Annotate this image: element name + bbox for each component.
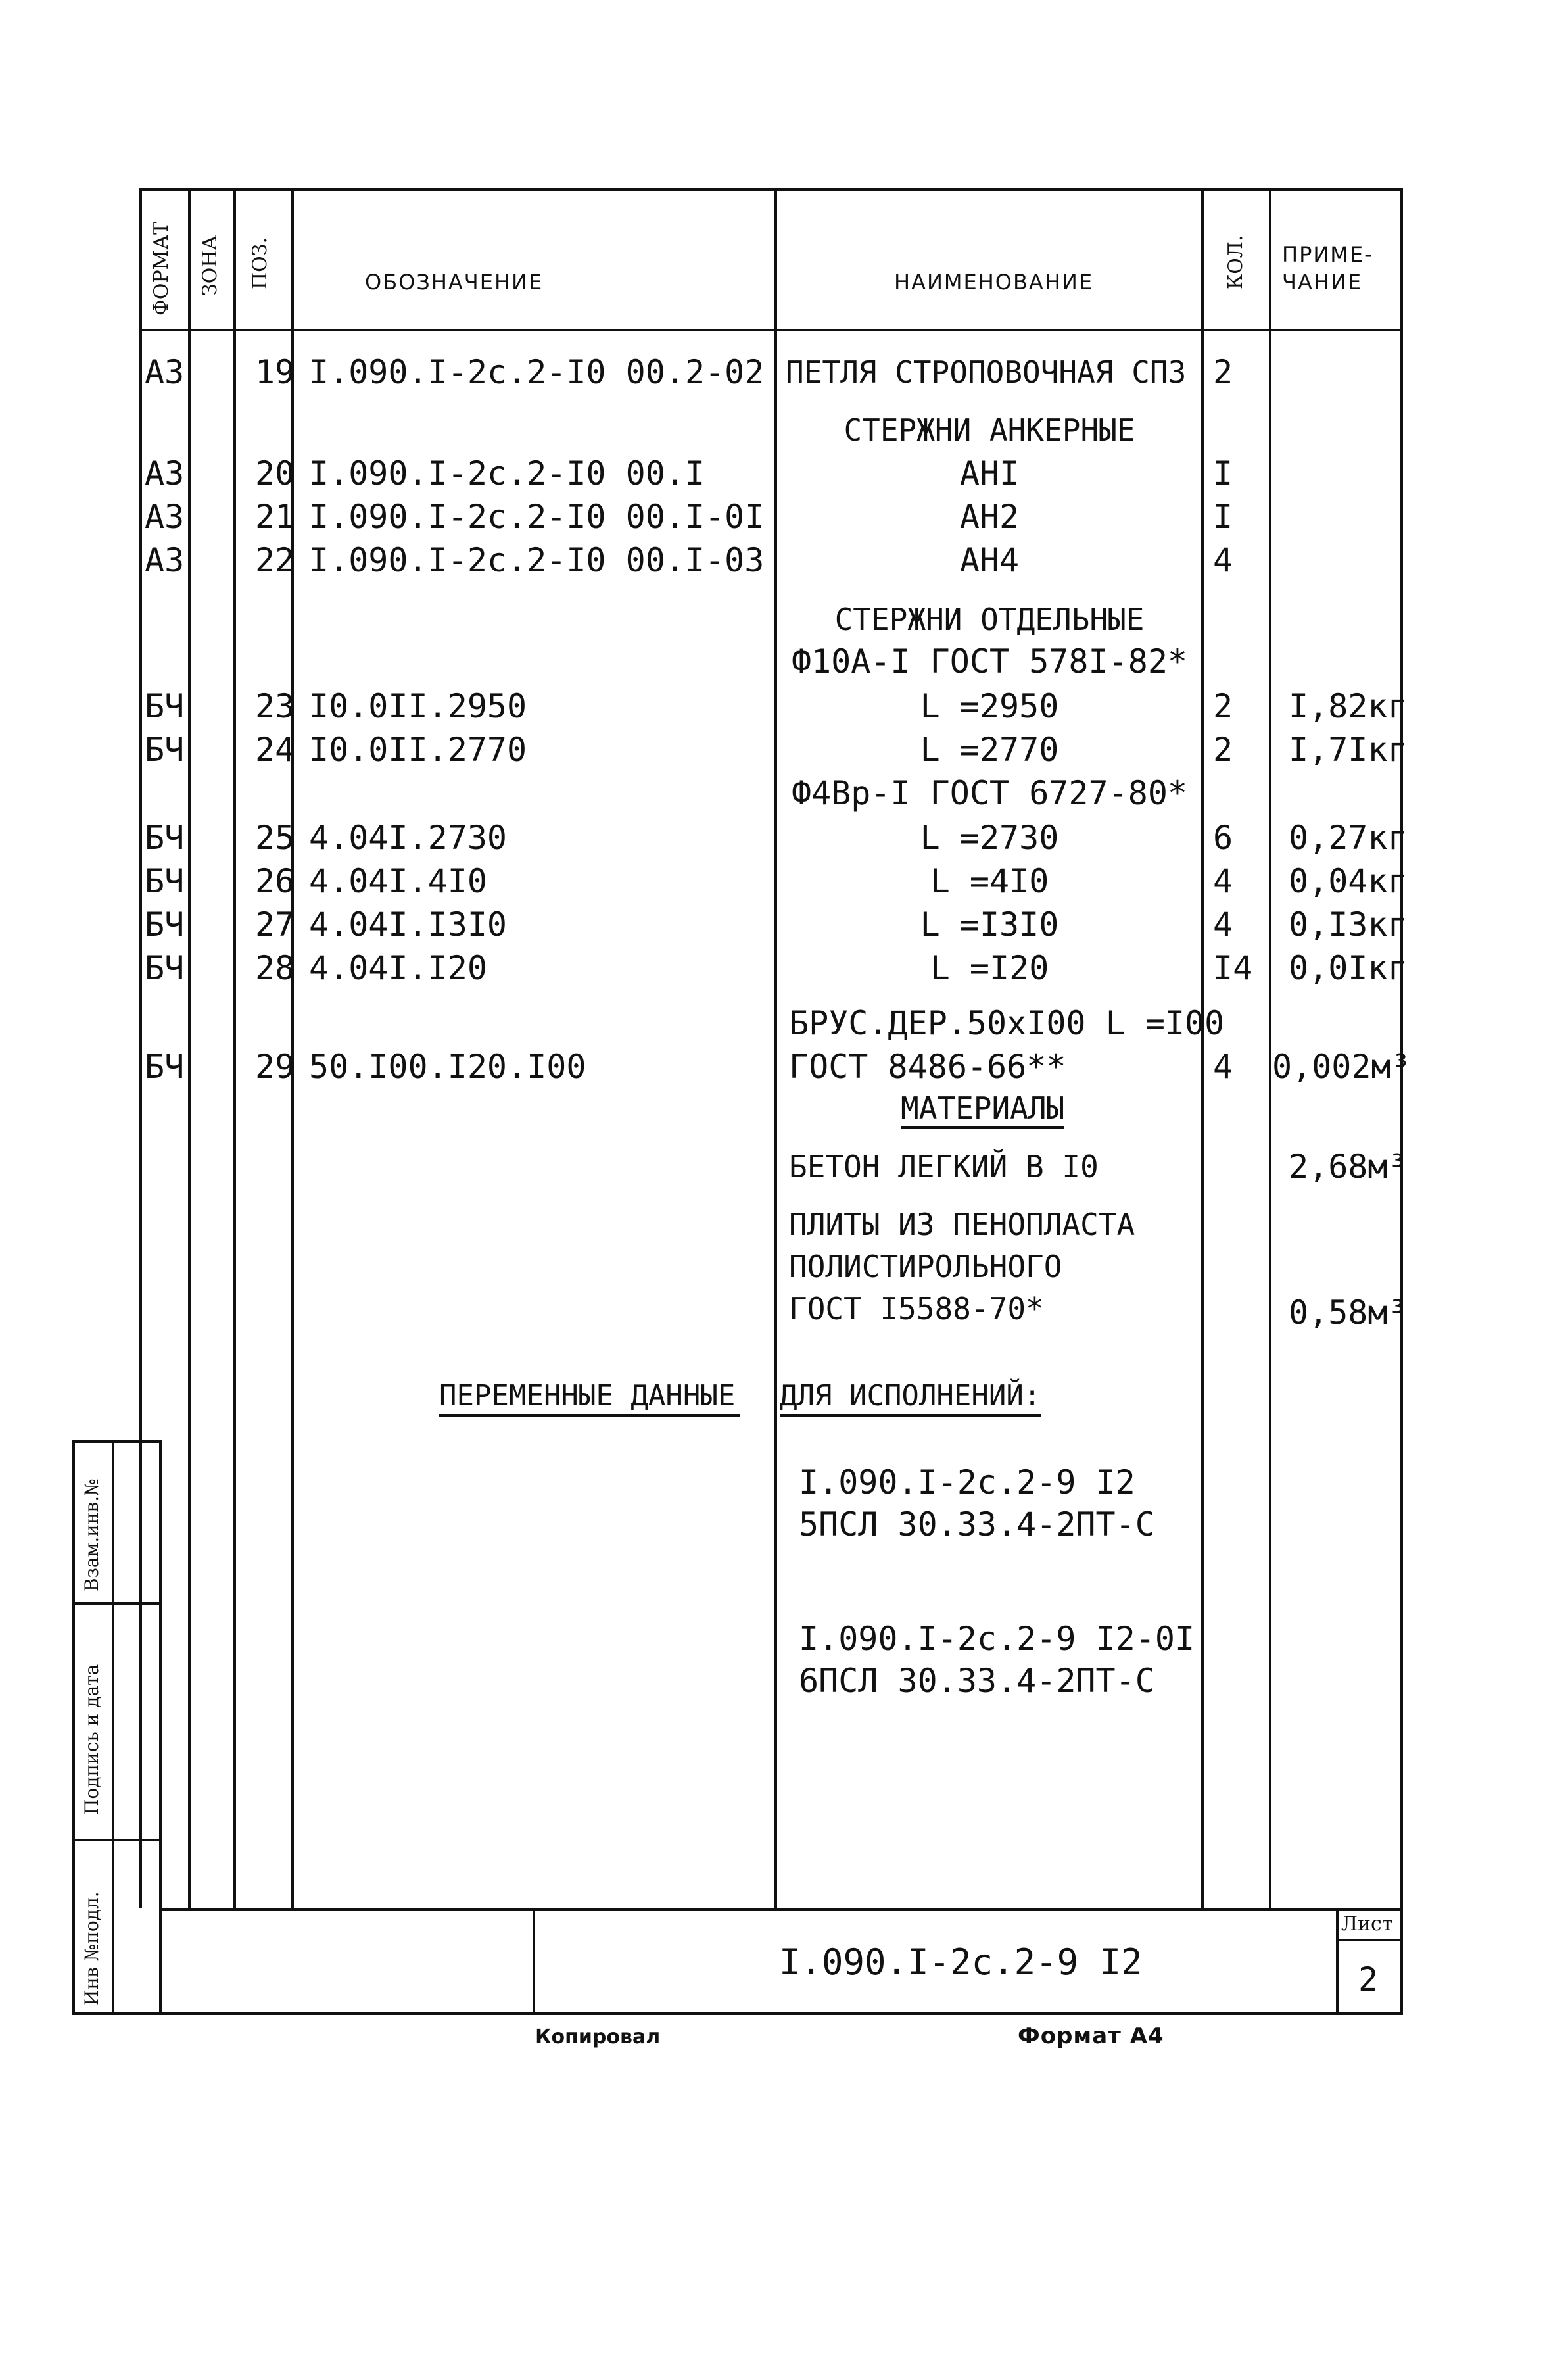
row-25-note: 0,27кг (1289, 819, 1408, 857)
row-19-pos: 19 (255, 353, 295, 391)
row-27-pos: 27 (255, 906, 295, 944)
row-22-designation: I.090.I-2с.2-I0 00.I-03 (309, 541, 765, 579)
row-28-name: L =I20 (930, 949, 1049, 987)
anchor-rods-heading: СТЕРЖНИ АНКЕРНЫЕ (843, 412, 1135, 448)
side-left-line (72, 1440, 75, 2014)
row-29-designation: 50.I00.I20.I00 (309, 1048, 586, 1086)
rebar-gost-1: Ф10А-I ГОСТ 578I-82* (791, 643, 1188, 681)
materials-plates-3: ГОСТ I5588-70* (789, 1291, 1044, 1326)
stamp-top-line (159, 1908, 1403, 1911)
row-21-qty: I (1213, 498, 1233, 536)
row-27-qty: 4 (1213, 906, 1233, 944)
side-div-2 (72, 1839, 162, 1841)
materials-concrete-note: 2,68м³ (1289, 1148, 1408, 1186)
side-vzam-inv: Взам.инв.№ (81, 1478, 103, 1591)
row-23-qty: 2 (1213, 687, 1233, 725)
header-note-2: ЧАНИЕ (1282, 270, 1363, 295)
row-24-qty: 2 (1213, 731, 1233, 769)
row-25-format: БЧ (145, 819, 185, 857)
stamp-bottom-line (72, 2012, 1403, 2015)
row-28-qty: I4 (1213, 949, 1253, 987)
col-line-left (139, 188, 142, 1908)
row-25-designation: 4.04I.2730 (309, 819, 508, 857)
variant-1-code: I.090.I-2с.2-9 I2 (799, 1463, 1135, 1501)
row-27-designation: 4.04I.I3I0 (309, 906, 508, 944)
variable-heading-right: ДЛЯ ИСПОЛНЕНИЙ: (780, 1378, 1041, 1417)
row-21-designation: I.090.I-2с.2-I0 00.I-0I (309, 498, 765, 536)
row-28-pos: 28 (255, 949, 295, 987)
row-27-format: БЧ (145, 906, 185, 944)
row-19-name: ПЕТЛЯ СТРОПОВОЧНАЯ СП3 (786, 354, 1187, 390)
row-27-name: L =I3I0 (920, 906, 1059, 944)
row-25-qty: 6 (1213, 819, 1233, 857)
row-29-qty: 4 (1213, 1048, 1233, 1086)
header-pos: ПОЗ. (249, 237, 272, 289)
timber-bar-name: БРУС.ДЕР.50хI00 L =I00 (789, 1004, 1225, 1042)
header-bottom-line (139, 329, 1403, 331)
row-23-format: БЧ (145, 687, 185, 725)
row-20-format: А3 (145, 454, 185, 493)
side-mid-line (112, 1440, 114, 2014)
row-23-name: L =2950 (920, 687, 1059, 725)
side-top-line (72, 1440, 162, 1443)
row-24-name: L =2770 (920, 731, 1059, 769)
variable-heading-left: ПЕРЕМЕННЫЕ ДАННЫЕ (439, 1378, 740, 1417)
variant-1-product: 5ПСЛ 30.33.4-2ПТ-С (799, 1505, 1155, 1543)
footer-copied: Копировал (535, 2026, 661, 2049)
row-21-format: А3 (145, 498, 185, 536)
row-21-pos: 21 (255, 498, 295, 536)
row-29-name: ГОСТ 8486-66** (789, 1048, 1066, 1086)
variant-2-code: I.090.I-2с.2-9 I2-0I (799, 1620, 1195, 1658)
materials-plates-2: ПОЛИСТИРОЛЬНОГО (789, 1249, 1062, 1284)
materials-heading: МАТЕРИАЛЫ (901, 1090, 1064, 1129)
row-19-qty: 2 (1213, 353, 1233, 391)
materials-concrete: БЕТОН ЛЕГКИЙ В I0 (789, 1149, 1099, 1184)
row-23-note: I,82кг (1289, 687, 1408, 725)
row-26-name: L =4I0 (930, 862, 1049, 900)
stamp-sheet-number: 2 (1358, 1960, 1379, 1999)
row-24-note: I,7Iкг (1289, 731, 1408, 769)
row-19-designation: I.090.I-2с.2-I0 00.2-02 (309, 353, 765, 391)
header-qty: КОЛ. (1224, 235, 1247, 289)
header-designation: ОБОЗНАЧЕНИЕ (365, 270, 544, 295)
side-inv-podl: Инв №подл. (81, 1891, 103, 2006)
col-line-pos (233, 188, 236, 1908)
col-line-qty (1201, 188, 1204, 1908)
row-21-name: АН2 (959, 498, 1020, 536)
row-29-note: 0,002м³ (1272, 1048, 1411, 1086)
header-zone: ЗОНА (199, 235, 222, 296)
header-name: НАИМЕНОВАНИЕ (894, 270, 1094, 295)
separate-rods-heading: СТЕРЖНИ ОТДЕЛЬНЫЕ (834, 602, 1145, 637)
row-28-designation: 4.04I.I20 (309, 949, 487, 987)
row-25-pos: 25 (255, 819, 295, 857)
row-26-format: БЧ (145, 862, 185, 900)
materials-plates-note: 0,58м³ (1289, 1294, 1408, 1332)
row-22-qty: 4 (1213, 541, 1233, 579)
row-26-designation: 4.04I.4I0 (309, 862, 487, 900)
row-28-format: БЧ (145, 949, 185, 987)
row-22-format: А3 (145, 541, 185, 579)
row-26-qty: 4 (1213, 862, 1233, 900)
rebar-gost-2: Ф4Вр-I ГОСТ 6727-80* (791, 774, 1188, 812)
side-div-1 (72, 1602, 162, 1605)
footer-format: Формат А4 (1018, 2023, 1164, 2049)
row-20-qty: I (1213, 454, 1233, 493)
row-23-pos: 23 (255, 687, 295, 725)
stamp-doc-code: I.090.I-2с.2-9 I2 (779, 1941, 1143, 1983)
row-20-pos: 20 (255, 454, 295, 493)
row-27-note: 0,I3кг (1289, 906, 1408, 944)
stamp-div-2 (1336, 1908, 1339, 2014)
row-26-note: 0,04кг (1289, 862, 1408, 900)
col-line-name (774, 188, 777, 1908)
frame-right (1400, 188, 1403, 2014)
row-23-designation: I0.0II.2950 (309, 687, 527, 725)
row-20-designation: I.090.I-2с.2-I0 00.I (309, 454, 705, 493)
row-29-format: БЧ (145, 1048, 185, 1086)
header-note-1: ПРИМЕ- (1282, 242, 1373, 267)
col-line-note (1269, 188, 1271, 1908)
row-25-name: L =2730 (920, 819, 1059, 857)
row-28-note: 0,0Iкг (1289, 949, 1408, 987)
row-22-name: АН4 (959, 541, 1020, 579)
row-22-pos: 22 (255, 541, 295, 579)
frame-top (139, 188, 1403, 191)
row-24-designation: I0.0II.2770 (309, 731, 527, 769)
materials-plates-1: ПЛИТЫ ИЗ ПЕНОПЛАСТА (789, 1207, 1135, 1242)
col-line-zone (188, 188, 191, 1908)
row-26-pos: 26 (255, 862, 295, 900)
side-inner-line (159, 1440, 162, 2014)
stamp-sheet-label: Лист (1341, 1912, 1393, 1935)
row-29-pos: 29 (255, 1048, 295, 1086)
row-24-pos: 24 (255, 731, 295, 769)
stamp-sheet-line (1336, 1939, 1403, 1941)
row-19-format: А3 (145, 353, 185, 391)
stamp-div-1 (533, 1908, 535, 2014)
header-format: ФОРМАТ (150, 221, 173, 316)
row-24-format: БЧ (145, 731, 185, 769)
row-20-name: АНI (959, 454, 1020, 493)
side-sign-date: Подпись и дата (81, 1664, 103, 1815)
variant-2-product: 6ПСЛ 30.33.4-2ПТ-С (799, 1662, 1155, 1700)
